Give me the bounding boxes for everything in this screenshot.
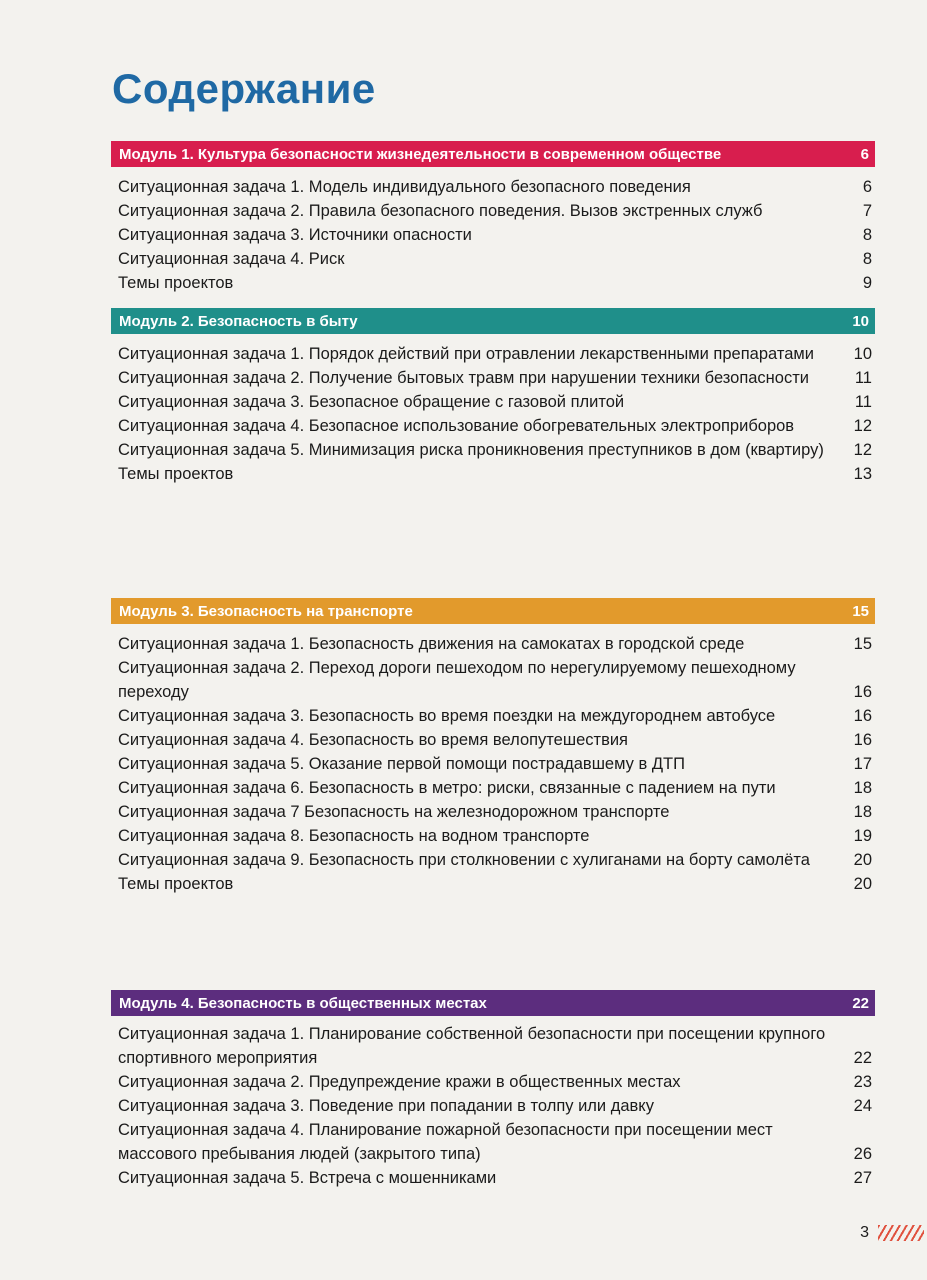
toc-entry[interactable] — [118, 414, 875, 438]
entry-text: Ситуационная задача 4. Безопасное использование обогревательных электроприборов — [118, 417, 795, 435]
entry-page: 16 — [853, 731, 872, 749]
entry-page: 20 — [853, 851, 872, 869]
entry-page: 16 — [853, 683, 872, 701]
entry-text: Ситуационная задача 5. Минимизация риска проникновения преступников в дом (квартиру) — [118, 441, 824, 459]
entry-text: Ситуационная задача 1. Планирование собственной безопасности при посещении крупного спортивного мероприятия — [118, 1025, 826, 1067]
entry-text: Ситуационная задача 2. Переход дороги пешеходом по нерегулируемому пешеходному переходу — [118, 659, 796, 701]
entry-page: 15 — [853, 635, 872, 653]
entry-text: Ситуационная задача 4. Риск — [118, 250, 345, 268]
entry-text: Темы проектов — [118, 465, 234, 483]
entry-page: 20 — [853, 875, 872, 893]
entry-page: 26 — [853, 1145, 872, 1163]
entry-text: Ситуационная задача 4. Планирование пожарной безопасности при посещении мест массового пребывания людей (закрытого типа) — [118, 1121, 773, 1163]
entry-page: 23 — [853, 1073, 872, 1091]
toc-entry[interactable] — [118, 342, 875, 366]
toc-entry[interactable] — [118, 800, 875, 824]
entry-page: 6 — [862, 178, 872, 196]
toc-entry[interactable] — [118, 1070, 875, 1094]
module-page: 10 — [852, 312, 869, 330]
entry-text: Ситуационная задача 2. Правила безопасного поведения. Вызов экстренных служб — [118, 202, 763, 220]
entry-text: Ситуационная задача 9. Безопасность при столкновении с хулиганами на борту самолёта — [118, 851, 810, 869]
toc-entry[interactable] — [118, 247, 875, 271]
module-1 — [111, 141, 875, 295]
entry-page: 10 — [853, 345, 872, 363]
toc-entry[interactable] — [118, 656, 875, 704]
module-page: 15 — [852, 602, 869, 620]
toc-entry[interactable] — [118, 824, 875, 848]
entry-page: 9 — [862, 274, 872, 292]
decorative-stripes — [878, 1225, 924, 1241]
entry-text: Ситуационная задача 2. Получение бытовых травм при нарушении техники безопасности — [118, 369, 809, 387]
module-title: Модуль 1. Культура безопасности жизнедеятельности в современном обществе — [119, 145, 722, 163]
module-title: Модуль 3. Безопасность на транспорте — [119, 602, 413, 620]
entry-page: 18 — [853, 803, 872, 821]
entry-page: 12 — [853, 441, 872, 459]
toc-entry[interactable] — [118, 462, 875, 486]
entry-page: 19 — [853, 827, 872, 845]
module-3 — [111, 598, 875, 896]
entry-page: 24 — [853, 1097, 872, 1115]
toc-entry[interactable] — [118, 728, 875, 752]
toc-entry[interactable] — [118, 1094, 875, 1118]
toc-entry[interactable] — [118, 223, 875, 247]
entry-page: 17 — [853, 755, 872, 773]
module-page: 6 — [860, 145, 869, 163]
entry-text: Ситуационная задача 1. Безопасность движения на самокатах в городской среде — [118, 635, 745, 653]
entry-text: Ситуационная задача 5. Встреча с мошенниками — [118, 1169, 497, 1187]
entry-page: 27 — [853, 1169, 872, 1187]
page-title: Содержание — [112, 65, 376, 112]
entry-page: 18 — [853, 779, 872, 797]
entry-text: Ситуационная задача 7 Безопасность на железнодорожном транспорте — [118, 803, 670, 821]
toc-entry[interactable] — [118, 199, 875, 223]
entry-text: Ситуационная задача 3. Поведение при попадании в толпу или давку — [118, 1097, 654, 1115]
entry-text: Ситуационная задача 8. Безопасность на водном транспорте — [118, 827, 590, 845]
entry-text: Ситуационная задача 3. Безопасность во время поездки на междугороднем автобусе — [118, 707, 776, 725]
entry-text: Темы проектов — [118, 274, 234, 292]
entry-text: Темы проектов — [118, 875, 234, 893]
entry-text: Ситуационная задача 1. Модель индивидуального безопасного поведения — [118, 178, 691, 196]
module-title: Модуль 4. Безопасность в общественных местах — [119, 994, 487, 1012]
entry-text: Ситуационная задача 2. Предупреждение кражи в общественных местах — [118, 1073, 681, 1091]
toc-entry[interactable] — [118, 872, 875, 896]
entry-text: Ситуационная задача 5. Оказание первой помощи пострадавшему в ДТП — [118, 755, 685, 773]
module-header[interactable] — [111, 141, 875, 167]
entry-page: 8 — [862, 250, 872, 268]
module-header[interactable] — [111, 598, 875, 624]
entry-page: 13 — [853, 465, 872, 483]
module-page: 22 — [852, 994, 869, 1012]
entry-text: Ситуационная задача 3. Безопасное обращение с газовой плитой — [118, 393, 625, 411]
entry-page: 22 — [853, 1049, 872, 1067]
toc-entry[interactable] — [118, 366, 875, 390]
entry-page: 8 — [862, 226, 872, 244]
entry-page: 11 — [854, 393, 872, 411]
toc-entry[interactable] — [118, 1166, 875, 1190]
entry-page: 16 — [853, 707, 872, 725]
toc-entry[interactable] — [118, 390, 875, 414]
toc-entry[interactable] — [118, 752, 875, 776]
toc-entry[interactable] — [118, 704, 875, 728]
entry-text: Ситуационная задача 6. Безопасность в метро: риски, связанные с падением на пути — [118, 779, 776, 797]
toc-entry[interactable] — [118, 632, 875, 656]
toc-entry[interactable] — [118, 1118, 875, 1166]
toc-entry[interactable] — [118, 1022, 875, 1070]
toc-entry[interactable] — [118, 175, 875, 199]
toc-entry[interactable] — [118, 438, 875, 462]
module-header[interactable] — [111, 990, 875, 1016]
module-header[interactable] — [111, 308, 875, 334]
module-title: Модуль 2. Безопасность в быту — [119, 312, 358, 330]
entry-text: Ситуационная задача 1. Порядок действий при отравлении лекарственными препаратами — [118, 345, 814, 363]
toc-entry[interactable] — [118, 776, 875, 800]
module-2 — [111, 308, 875, 486]
toc-entry[interactable] — [118, 271, 875, 295]
entry-page: 11 — [854, 369, 872, 387]
entry-text: Ситуационная задача 3. Источники опасности — [118, 226, 472, 244]
entry-page: 12 — [853, 417, 872, 435]
entry-page: 7 — [862, 202, 872, 220]
module-4 — [111, 990, 875, 1190]
entry-text: Ситуационная задача 4. Безопасность во время велопутешествия — [118, 731, 628, 749]
toc-entry[interactable] — [118, 848, 875, 872]
page-number: 3 — [860, 1224, 869, 1241]
